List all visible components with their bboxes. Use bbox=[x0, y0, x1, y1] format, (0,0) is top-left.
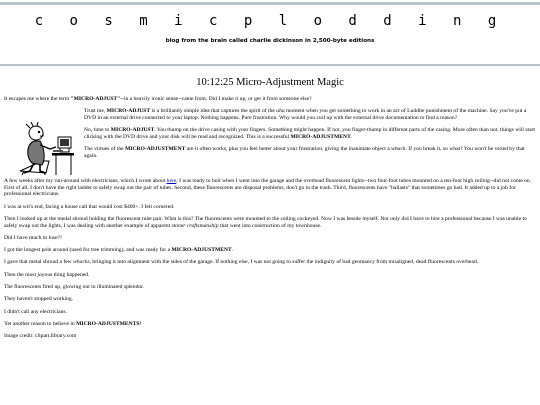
paragraph: Trust me, MICRO-ADJUST is a brilliantly simple idea that captures the spirit of the aha moment when you get something to work in an act of Luddite punishment of the machine. Say you've put a DVD in an external drive connected to your laptop. Nothing happens. Pure frustration. Why would you curl up with the external drive documentation to find a reason? bbox=[84, 108, 527, 121]
paragraph: The fluorescents fired up, glowing out in illuminated splendor. bbox=[4, 284, 145, 291]
site-tagline: blog from the brain called charlie dickinson in 2,500-byte editions bbox=[165, 38, 375, 44]
paragraph: A few weeks after my run-around with electricians, which I wrote about here, I was ready to boil when I went into the garage and the overhead fluorescent lights--two four-foot tubes mounted on a ten-foot high ceiling--did not come on. First of all, I don't have the right ladder to safely swap out the pair of tubes. Second, these fluorescents are disposal problems, don't go in the trash. Third, fluorescents have "ballasts" that sometimes go bad. It added up to a job for professional electricians. bbox=[4, 178, 532, 198]
paragraph: Then I looked up at the medal shroud holding the fluorescent tube pair. What is this? The fluorescents were mounted to the ceiling cockeyed. Now I was beside myself. Not only did I have to hire a professional because I was unable to safely swap out the lights, I was dealing with another example of apparent stoner craftsmanship that went into construction of my townhouse. bbox=[4, 216, 527, 229]
post-title: 10:12:25 Micro-Adjustment Magic bbox=[196, 77, 344, 88]
paragraph: The virtues of the MICRO-ADJUSTMENT are it often works, plus you feel better about your frustration, giving the inanimate object a whack. If you break it, so what? You won't be vexed by that again. bbox=[84, 146, 525, 159]
paragraph: It escapes me where the term "MICRO-ADJUST"--in a heavily ironic sense--came from. Did I make it up, or get it from someone else? bbox=[4, 96, 312, 102]
site-title: c o s m i c p l o d d i n g bbox=[34, 13, 506, 29]
paragraph: I was at wit's end, facing a house call that would cost $400+. I felt cornered. bbox=[4, 203, 175, 210]
paragraph: I gave that metal shroud a few whacks, bringing it into alignment with the sides of the garage. If nothing else, I was not going to suffer the indignity of bad geomancy from misaligned, dead fluorescents overhead. bbox=[4, 259, 479, 266]
paragraph: They haven't stopped working. bbox=[4, 296, 74, 303]
paragraph: I didn't call any electricians. bbox=[4, 308, 67, 315]
paragraph: Did I have much to lose?! bbox=[4, 234, 62, 241]
top-rule bbox=[0, 2, 540, 5]
paragraph: No, time to MICRO-ADJUST. You thump on the drive casing with your fingers. Something might happen. If not, you finger-thump in different parts of the casing. More often than not, things will start clicking with the DVD drive and your disk will be read and recognized. This is a successful MICRO-ADJUSTMENT. bbox=[84, 127, 535, 140]
here-link[interactable]: here bbox=[166, 178, 177, 185]
paragraph: Yet another reason to believe in MICRO-ADJUSTMENTS! bbox=[4, 320, 142, 327]
paragraph: I got the longest pole around (used for tree trimming), and was ready for a MICRO-ADJUSTMENT. bbox=[4, 247, 234, 254]
image-credit: Image credit: clipart.library.com bbox=[4, 333, 77, 340]
cartoon-figure-at-computer-icon bbox=[16, 121, 76, 176]
paragraph: Then the most joyous thing happened. bbox=[4, 271, 90, 278]
header-divider bbox=[0, 64, 540, 66]
post-body bbox=[4, 96, 536, 345]
